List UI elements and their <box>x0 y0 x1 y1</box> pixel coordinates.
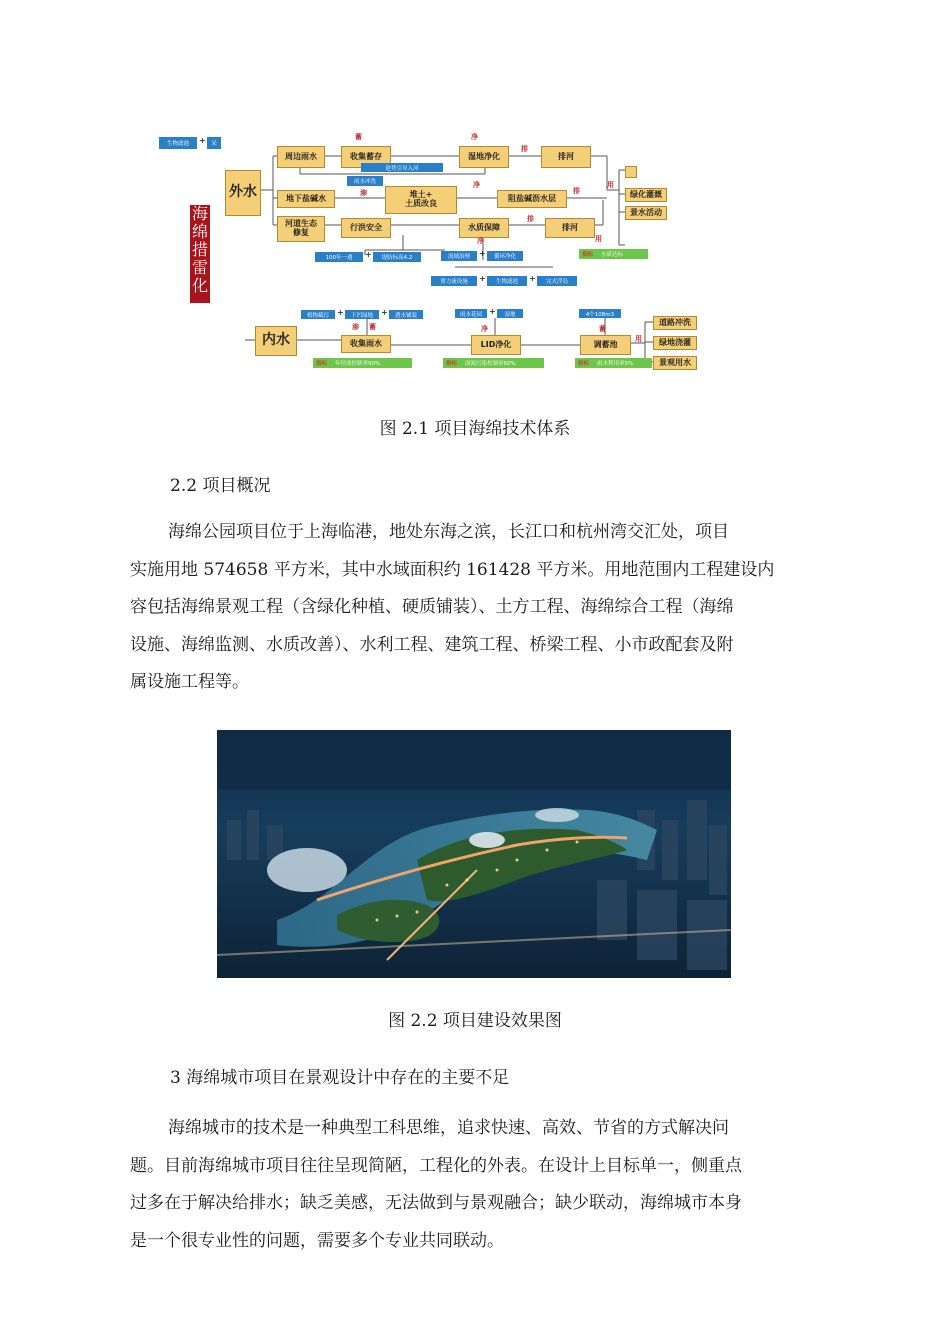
indicator-runoff: 指标 年径流控制率90% <box>313 358 412 368</box>
tag-100-year: 100年一遇 <box>315 252 363 262</box>
indicator-rain-use: 指标 雨水利用率5% <box>575 358 652 368</box>
tag-wetland: 湿地 <box>497 309 523 318</box>
tag-permeable-paving: 透水铺装 <box>389 310 423 319</box>
red-tag: 蓄 <box>599 325 606 333</box>
tag-basin-governance: 流域治理 <box>441 251 477 261</box>
tag-bio-filter-2: 生物滤池 <box>487 276 527 286</box>
paragraph-overview: 海绵公园项目位于上海临港，地处东海之滨，长江口和杭州湾交汇处，项目 实施用地 574658 平方米，其中水域面积约 161428 平方米。用地范围内工程建设内 容包括海绵景观工程（含绿化种植、硬质铺装）、土方工程、海绵综合工程（海绵 设施、海绵监测、水质改善）、水利工程、建筑工程、桥梁工程、小市政配套及附 属设施工程等。 <box>130 522 775 692</box>
box-discharge-river-2: 排河 <box>545 218 595 238</box>
red-tag: 净 <box>471 133 478 141</box>
red-tag: 蓄 <box>369 323 376 331</box>
plus-icon: + <box>529 274 536 283</box>
indicator-quality: 指标 水质达标 <box>579 249 648 259</box>
red-tag: 渗 <box>352 323 359 331</box>
box-peripheral-rain: 周边雨水 <box>277 146 325 168</box>
box-green-irrigate: 绿化灌溉 <box>625 188 667 202</box>
paragraph-shortcomings: 海绵城市的技术是一种典型工科思维，追求快速、高效、节省的方式解决问 题。目前海绵城市项目往往呈现简陋，工程化的外表。在设计上目标单一，侧重点 过多在于解决给排水；缺乏美感，无法做到与景观融合；缺少联动，海绵城市本身 是一个很专业性的问题，需要多个专业共同联动。 <box>130 1118 742 1251</box>
box-river-restore: 河道生态 修复 <box>277 216 325 242</box>
box-scenic-water: 景观用水 <box>653 356 697 370</box>
box-landscape-water: 景水活动 <box>625 206 667 220</box>
project-rendering-image <box>217 730 731 978</box>
red-tag: 净 <box>473 181 480 189</box>
plus-icon: + <box>337 308 344 317</box>
tag-cai: 采 <box>207 137 221 149</box>
red-tag: 净 <box>477 237 484 245</box>
red-tag: 渗 <box>360 189 367 197</box>
box-road-wash: 道路冲洗 <box>653 316 697 330</box>
tag-rain-garden: 雨水花园 <box>455 309 487 318</box>
inner-water-box: 内水 <box>255 326 297 356</box>
box-discharge-river-1: 排河 <box>541 146 591 168</box>
red-tag: 用 <box>607 181 614 189</box>
red-tag: 排 <box>573 187 580 195</box>
box-collect-store: 收集蓄存 <box>341 146 391 168</box>
box-collect-rain: 收集雨水 <box>341 335 391 353</box>
tag-plant-intercept: 植物截污 <box>301 310 335 319</box>
figure-caption-2: 图 2.2 项目建设效果图 <box>388 1011 562 1031</box>
red-tag: 蓄 <box>355 133 362 141</box>
box-storage-tank: 调蓄池 <box>580 335 631 355</box>
box-soil-improve: 堆土+ 土质改良 <box>385 186 457 214</box>
outer-water-box: 外水 <box>225 170 261 216</box>
box-green-water: 绿地浇灌 <box>653 336 697 350</box>
red-tag: 用 <box>595 235 602 243</box>
figure-caption-1: 图 2.1 项目海绵技术体系 <box>379 419 571 439</box>
tag-gravity-facility: 重力流设施 <box>431 276 477 286</box>
box-right-top <box>625 166 637 178</box>
tag-sunken-green: 下凹绿地 <box>345 310 379 319</box>
section-heading-3: 3 海绵城市项目在景观设计中存在的主要不足 <box>170 1068 510 1088</box>
section-heading-2-2: 2.2 项目概况 <box>170 476 271 496</box>
red-tag: 净 <box>481 325 488 333</box>
box-flood-safety: 行洪安全 <box>341 218 391 238</box>
plus-icon: + <box>365 250 372 259</box>
plus-icon: + <box>199 136 206 145</box>
red-tag: 用 <box>635 335 642 343</box>
vertical-banner: 海 绵 措 雷 化 <box>190 205 210 303</box>
box-underground-saline: 地下盐碱水 <box>277 190 335 208</box>
tag-bio-filter: 生物滤池 <box>159 137 197 149</box>
tag-four-tanks: 4个108m3 <box>579 309 621 318</box>
box-lid-purify: LID净化 <box>471 335 521 355</box>
box-water-quality: 水质保障 <box>459 218 509 238</box>
plus-icon: + <box>479 274 486 283</box>
plus-icon: + <box>381 308 388 317</box>
tag-bypass: 趁势引导入河 <box>361 163 443 172</box>
box-wetland-purify: 湿地净化 <box>459 146 509 168</box>
tag-rain-flush: 雨水冲洗 <box>347 176 383 186</box>
plus-icon: + <box>489 307 496 316</box>
tag-cycle-purify: 循环净化 <box>487 251 523 261</box>
tag-floating-island: 完式浮岛 <box>537 276 577 286</box>
sponge-technology-diagram <box>155 130 700 375</box>
red-tag: 排 <box>527 215 534 223</box>
box-saline-barrier: 阻盐碱沥水层 <box>497 190 567 208</box>
indicator-nonpoint: 指标 面源污染控制率60% <box>443 358 544 368</box>
plus-icon: + <box>479 249 486 258</box>
tag-levee-height: 堤防标高4.2 <box>373 252 421 262</box>
red-tag: 排 <box>521 145 528 153</box>
